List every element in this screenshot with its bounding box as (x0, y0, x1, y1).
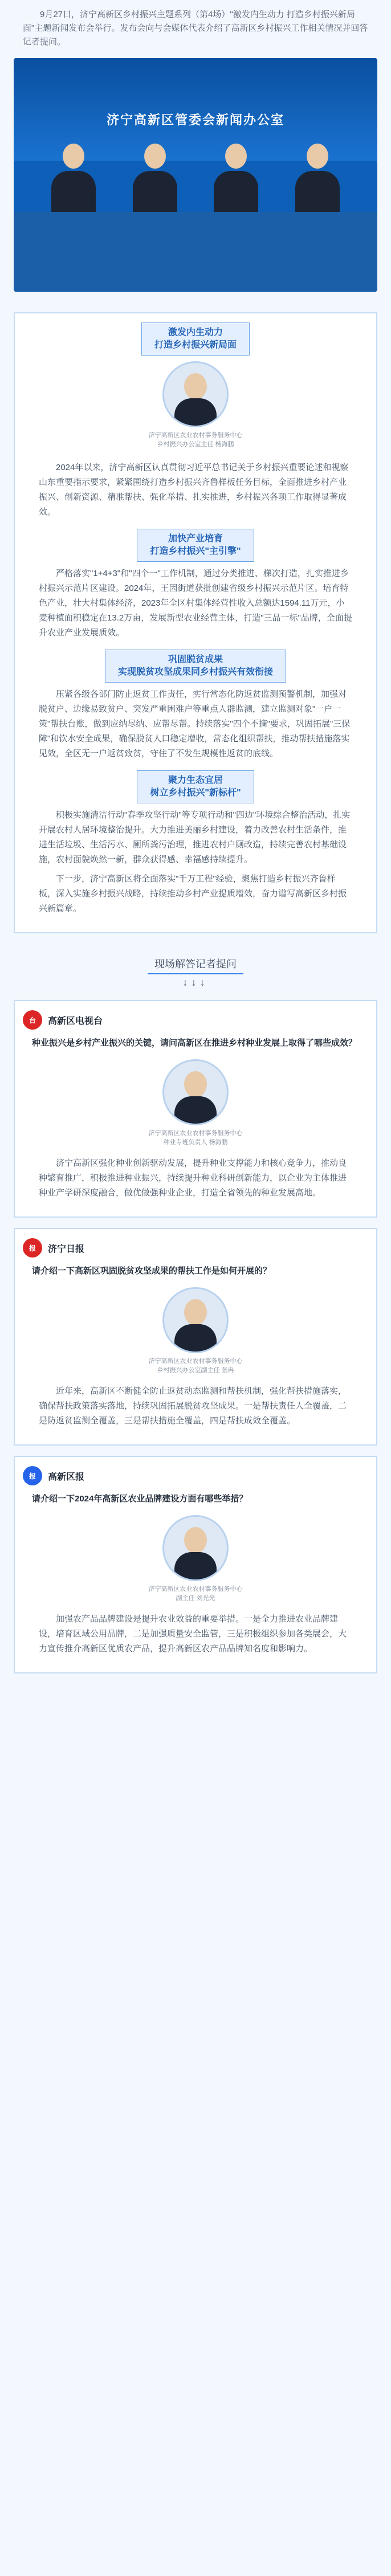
outlet-logo-icon: 台 (23, 1010, 42, 1030)
speaker-caption-line2: 乡村振兴办公室主任 杨海鹏 (157, 441, 234, 448)
subsection-tag-line2: 树立乡村振兴"新标杆" (150, 788, 241, 798)
question-text: 请介绍一下高新区巩固脱贫攻坚成果的帮扶工作是如何开展的？ (32, 1266, 272, 1276)
speech-tag (141, 322, 250, 356)
subsection-tag-line1: 巩固脱贫成果 (168, 655, 223, 664)
subsection-tag-line2: 实现脱贫攻坚成果同乡村振兴有效衔接 (117, 667, 273, 677)
subsection-tag (137, 529, 254, 562)
outlet-logo-icon: 报 (23, 1466, 42, 1485)
speaker-portrait (162, 1515, 229, 1581)
outlet-logo-icon: 报 (23, 1238, 42, 1258)
outlet-name: 济宁日报 (48, 1244, 85, 1254)
speaker-caption-line1: 济宁高新区农业农村事务服务中心 (148, 1130, 243, 1137)
speech-tag-line1: 激发内生动力 (168, 328, 223, 337)
speaker-caption-line1: 济宁高新区农业农村事务服务中心 (148, 1358, 243, 1365)
qa-section-title (0, 956, 391, 971)
down-arrows-icon: ↓↓↓ (182, 977, 209, 988)
speech-paragraph: 2024年以来，济宁高新区认真贯彻习近平总书记关于乡村振兴重要论述和视察山东重要指示要求，紧紧围绕打造乡村振兴齐鲁样板任务目标，全面推进乡村产业振兴、创新资源、精准帮扶、强化举措、扎实推进，乡村振兴各项工作取得显著成效。 (39, 463, 349, 517)
answer-text: 近年来，高新区不断健全防止返贫动态监测和帮扶机制，强化帮扶措施落实，确保帮扶政策落实落地，持续巩固拓展脱贫攻坚成果。一是帮扶责任人全覆盖，二是防返贫监测全覆盖，三是帮扶措施全覆盖，四是帮扶成效全覆盖。 (39, 1386, 347, 1426)
answer-text: 济宁高新区强化种业创新驱动发展，提升种业支撑能力和核心竞争力，推动良种繁育推广，积极推进种业振兴，持续提升种业科研创新能力，以企业为主体推进种业产学研深度融合，做优做强种业企业，打造全省领先的种业发展高地。 (39, 1158, 347, 1198)
subsection-tag-line1: 加快产业培育 (168, 534, 223, 544)
speech-section (14, 312, 377, 933)
question-text: 请介绍一下2024年高新区农业品牌建设方面有哪些举措？ (32, 1494, 248, 1504)
speaker-caption-line2: 种业专班负责人 杨海鹏 (163, 1139, 228, 1146)
qa-section-title-text: 现场解答记者提问 (148, 958, 243, 974)
subsection-tag-line1: 聚力生态宜居 (168, 775, 223, 785)
answer-text: 加强农产品品牌建设是提升农业效益的重要举措。一是全力推进农业品牌建设，培育区域公用品牌，二是加强质量安全监管，三是积极组织参加各类展会，大力宣传推介高新区优质农产品，提升高新区农产品品牌知名度和影响力。 (39, 1614, 347, 1654)
speech-tag-line2: 打造乡村振兴新局面 (154, 340, 237, 350)
next-step-paragraph: 下一步，济宁高新区将全面落实"千万工程"经验，聚焦打造乡村振兴齐鲁样板，深入实施乡村振兴战略，持续推动乡村产业提质增效，奋力谱写高新区乡村振兴新篇章。 (39, 874, 347, 913)
outlet-name: 高新区报 (48, 1472, 85, 1482)
hero-photo (14, 58, 377, 292)
qa-card (14, 1000, 377, 1218)
ecology-paragraph: 积极实施清洁行动"春季攻坚行动"等专项行动和"四边"环境综合整治活动，扎实开展农村人居环境整治提升。大力推进美丽乡村建设，着力改善农村生活条件，推进生活垃圾、生活污水、厕所粪污治理，推进农村户厕改造，持续完善农村基础设施，农村面貌焕然一新，群众获得感、幸福感持续提升。 (39, 810, 351, 864)
intro-text: 9月27日，济宁高新区乡村振兴主题系列（第4场）"激发内生动力 打造乡村振兴新局面"主题新闻发布会举行。发布会向与会媒体代表介绍了高新区乡村振兴工作相关情况并回答记者提问。 (23, 10, 368, 47)
speaker-caption-line1: 济宁高新区农业农村事务服务中心 (148, 432, 243, 439)
subsection-tag (137, 770, 254, 803)
speaker-portrait (162, 361, 229, 427)
subsection-tag-line2: 打造乡村振兴"主引擎" (150, 546, 241, 556)
subsection-tag (105, 650, 286, 683)
hero-banner-text: 济宁高新区管委会新闻办公室 (106, 113, 284, 127)
speaker-caption-line1: 济宁高新区农业农村事务服务中心 (148, 1586, 243, 1593)
poverty-paragraph: 压紧各级各部门防止返贫工作责任，实行常态化防返贫监测预警机制，加强对脱贫户、边缘易致贫户、突发严重困难户等重点人群监测，建立监测对象"一户一策"帮扶台账，做到应纳尽纳、应帮尽帮。持续落实"四个不摘"要求，巩固拓展"三保障"和饮水安全成果，确保脱贫人口稳定增收，常态化组织帮扶，推动帮扶措施落实见效，全区无一户返贫致贫，守住了不发生规模性返贫的底线。 (39, 689, 351, 758)
speaker-caption-line2: 乡村振兴办公室副主任 张冉 (157, 1367, 234, 1374)
speaker-portrait (162, 1287, 229, 1353)
outlet-name: 高新区电视台 (48, 1016, 103, 1026)
speaker-portrait (162, 1059, 229, 1125)
qa-card (14, 1228, 377, 1446)
industry-paragraph: 严格落实"1+4+3"和"四个一"工作机制，通过分类推进、梯次打造，扎实推进乡村振兴示范片区建设。2024年，王因街道获批创建省级乡村振兴示范片区。培育特色产业，壮大村集体经济，2023年全区村集体经营性收入总额达1594.11万元，小麦种植面积稳定在13.2万亩，发展新型农业经营主体，打造"三品一标"品牌，全面提升农业产业发展质效。 (39, 569, 352, 638)
conference-table (14, 212, 377, 292)
qa-card (14, 1456, 377, 1673)
speaker-caption-line2: 副主任 刘光光 (176, 1595, 215, 1602)
question-text: 种业振兴是乡村产业振兴的关键，请问高新区在推进乡村种业发展上取得了哪些成效？ (32, 1038, 357, 1048)
